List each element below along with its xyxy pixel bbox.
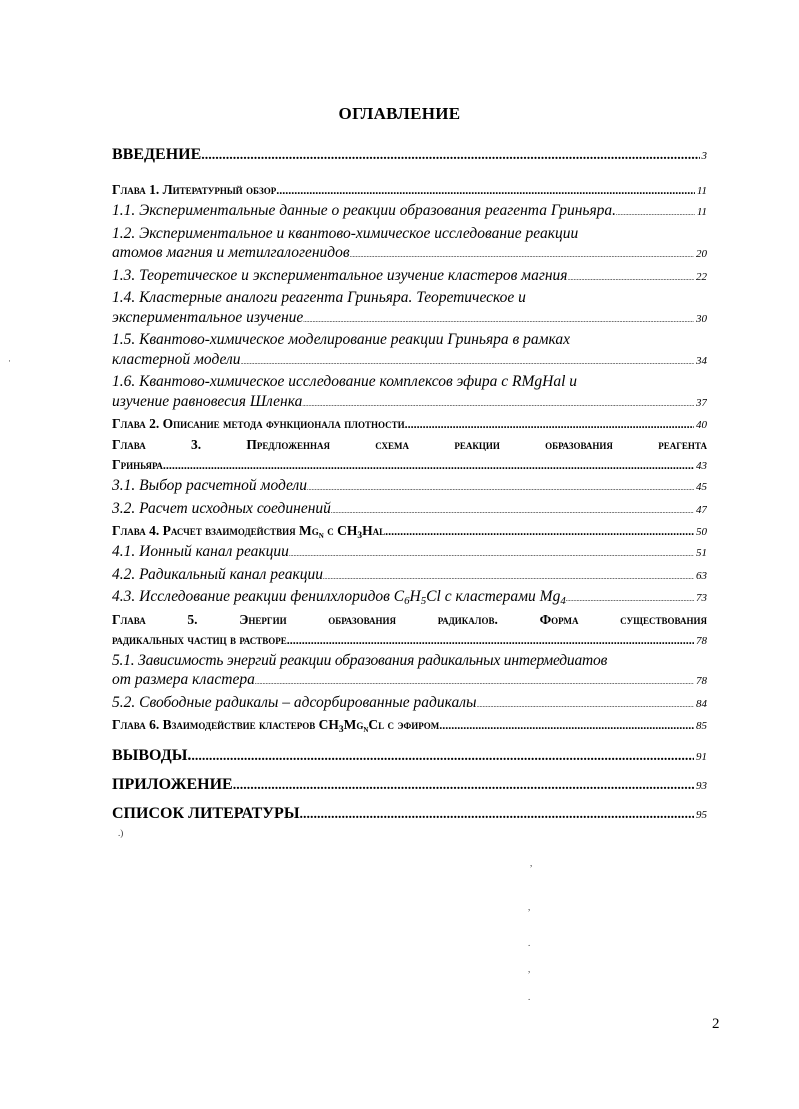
toc-entry-label: 3.2. Расчет исходных соединений bbox=[112, 499, 331, 517]
toc-page: 45 bbox=[696, 481, 707, 493]
toc-page: 3 bbox=[701, 150, 707, 162]
toc-leader bbox=[289, 542, 694, 565]
toc-entry-label-line: кластерной модели bbox=[112, 350, 241, 368]
toc-entry-1-3[interactable] bbox=[112, 266, 707, 289]
toc-entry-3-1[interactable] bbox=[112, 476, 707, 499]
toc-page: 91 bbox=[696, 751, 707, 763]
toc-entry-1-5[interactable] bbox=[112, 330, 707, 372]
toc-page: 30 bbox=[696, 312, 707, 325]
toc-entry-label-line: 1.6. Квантово-химическое исследование комплексов эфира с RMgHal и bbox=[112, 373, 578, 390]
toc-page: 34 bbox=[696, 354, 707, 367]
toc-entry-label: 3.1. Выбор расчетной модели bbox=[112, 477, 308, 494]
toc-entry-label: Глава 4. Расчет взаимодействия $Mg_n$ с $CH_3Hal$ bbox=[112, 523, 386, 541]
toc-entry-chapter-3[interactable] bbox=[112, 435, 707, 476]
toc-entry-chapter-1[interactable] bbox=[112, 180, 707, 201]
toc-leader bbox=[477, 693, 694, 716]
toc-entry-label: ПРИЛОЖЕНИЕ bbox=[112, 776, 233, 793]
toc-page: 50 bbox=[696, 526, 707, 538]
toc-entry-label: 1.1. Экспериментальные данные о реакции образования реагента Гриньяра. bbox=[112, 202, 617, 219]
toc-leader bbox=[241, 350, 695, 373]
toc-page: 93 bbox=[696, 780, 707, 792]
toc-leader bbox=[201, 141, 699, 169]
page-number: 2 bbox=[712, 1016, 720, 1032]
toc-page: 78 bbox=[696, 675, 707, 687]
toc-leader bbox=[276, 180, 695, 200]
toc-entry-label-line: радикальных частиц в растворе bbox=[112, 631, 287, 647]
toc-entry-label: ВЫВОДЫ. bbox=[112, 747, 192, 764]
toc-entry-label-line: Гриньяра bbox=[112, 457, 163, 472]
toc-entry-label: ВВЕДЕНИЕ bbox=[112, 146, 202, 163]
toc-entry-label: Глава 6. Взаимодействие кластеров $CH_3Mg_nCl$ с эфиром bbox=[112, 717, 440, 735]
scan-speck: , bbox=[530, 858, 533, 868]
scan-speck: . bbox=[528, 938, 531, 948]
toc-entry-chapter-4[interactable] bbox=[112, 521, 707, 542]
toc-entry-1-1[interactable] bbox=[112, 201, 707, 224]
scan-speck: · bbox=[8, 356, 11, 366]
toc-page: 43 bbox=[696, 460, 707, 472]
toc-page: 63 bbox=[696, 569, 707, 582]
toc-entry-1-6[interactable] bbox=[112, 372, 707, 414]
toc-entry-label: 5.2. Свободные радикалы – адсорбированные радикалы bbox=[112, 693, 477, 711]
toc-page: 20 bbox=[696, 248, 707, 260]
toc-leader bbox=[302, 392, 694, 415]
toc-leader bbox=[255, 670, 694, 693]
toc-page: 40 bbox=[696, 419, 707, 431]
toc-entry-label: Глава 1. Литературный обзор bbox=[112, 182, 277, 197]
toc-entry-label: СПИСОК ЛИТЕРАТУРЫ bbox=[112, 805, 300, 822]
toc-page: 51 bbox=[696, 547, 707, 559]
scan-speck: .) bbox=[118, 828, 124, 838]
toc-entry-5-1[interactable] bbox=[112, 651, 707, 693]
toc-leader bbox=[385, 521, 694, 541]
toc-entry-label-line: экспериментальное изучение bbox=[112, 308, 304, 326]
toc-leader bbox=[350, 243, 694, 266]
scan-speck: . bbox=[528, 992, 531, 1002]
toc-entry-4-1[interactable] bbox=[112, 542, 707, 565]
scan-speck: , bbox=[528, 964, 531, 974]
toc-entry-label-line: 5.1. Зависимость энергий реакции образования радикальных интермедиатов bbox=[112, 651, 608, 669]
toc-leader bbox=[307, 476, 694, 499]
toc-page: 37 bbox=[696, 396, 707, 409]
toc-leader bbox=[191, 742, 694, 770]
toc-leader bbox=[323, 565, 694, 588]
toc-leader bbox=[303, 308, 694, 331]
toc-entry-label-line: Глава 5. Энергии образования радикалов. Форма существования bbox=[112, 611, 707, 627]
toc-page: 84 bbox=[696, 697, 707, 710]
toc-entry-label: Глава 2. Описание метода функционала плотности bbox=[112, 416, 405, 431]
page-title: ОГЛАВЛЕНИЕ bbox=[338, 104, 461, 123]
toc-entry-5-2[interactable] bbox=[112, 693, 707, 716]
toc-entry-conclusions[interactable] bbox=[112, 742, 707, 771]
scan-speck: , bbox=[528, 902, 531, 912]
toc-entry-label-line: 1.2. Экспериментальное и квантово-химическое исследование реакции bbox=[112, 224, 579, 242]
toc-page: 73 bbox=[696, 592, 707, 604]
toc-leader bbox=[331, 499, 694, 522]
toc-entry-label-line: 1.5. Квантово-химическое моделирование реакции Гриньяра в рамках bbox=[112, 331, 571, 348]
toc-entry-appendix[interactable] bbox=[112, 771, 707, 800]
toc-leader bbox=[233, 771, 694, 799]
toc-page: 11 bbox=[696, 185, 707, 197]
toc-leader bbox=[439, 715, 694, 735]
toc-entry-1-4[interactable] bbox=[112, 288, 707, 330]
toc-page: 22 bbox=[696, 270, 707, 283]
toc-page: 11 bbox=[696, 206, 707, 218]
toc-entry-chapter-6[interactable] bbox=[112, 715, 707, 736]
toc-leader bbox=[300, 800, 694, 828]
toc-entry-4-3[interactable] bbox=[112, 587, 707, 610]
toc-page: 85 bbox=[696, 720, 707, 732]
toc-entry-4-2[interactable] bbox=[112, 565, 707, 588]
toc-entry-chapter-5[interactable] bbox=[112, 610, 707, 651]
toc-entry-label: 4.3. Исследование реакции фенилхлоридов $C_6H_5Cl$ с кластерами $Mg_4$ bbox=[112, 588, 566, 607]
toc-entry-1-2[interactable] bbox=[112, 224, 707, 266]
toc-page: 95 bbox=[696, 809, 707, 821]
toc-entry-label-line: от размера кластера bbox=[112, 671, 255, 688]
toc-entry-label: 4.1. Ионный канал реакции bbox=[112, 543, 289, 560]
toc-entry-label-line: изучение равновесия Шленка bbox=[112, 392, 303, 410]
table-of-contents bbox=[112, 141, 707, 829]
toc-entry-references[interactable] bbox=[112, 800, 707, 829]
toc-leader bbox=[405, 414, 694, 434]
toc-leader bbox=[287, 630, 694, 650]
toc-leader bbox=[566, 587, 694, 610]
toc-leader bbox=[163, 455, 694, 475]
toc-entry-label-line: Глава 3. Предложенная схема реакции образования реагента bbox=[112, 437, 707, 452]
toc-entry-intro[interactable] bbox=[112, 141, 707, 170]
toc-entry-label-line: атомов магния и метилгалогенидов bbox=[112, 244, 350, 261]
toc-leader bbox=[616, 201, 695, 224]
toc-entry-3-2[interactable] bbox=[112, 499, 707, 522]
toc-leader bbox=[568, 266, 694, 289]
toc-entry-label-line: 1.4. Кластерные аналоги реагента Гриньяра. Теоретическое и bbox=[112, 289, 526, 306]
toc-page: 47 bbox=[696, 503, 707, 516]
toc-entry-label: 1.3. Теоретическое и экспериментальное изучение кластеров магния bbox=[112, 266, 568, 284]
toc-entry-label: 4.2. Радикальный канал реакции bbox=[112, 565, 323, 583]
toc-page: 78 bbox=[696, 634, 707, 647]
toc-entry-chapter-2[interactable] bbox=[112, 414, 707, 435]
